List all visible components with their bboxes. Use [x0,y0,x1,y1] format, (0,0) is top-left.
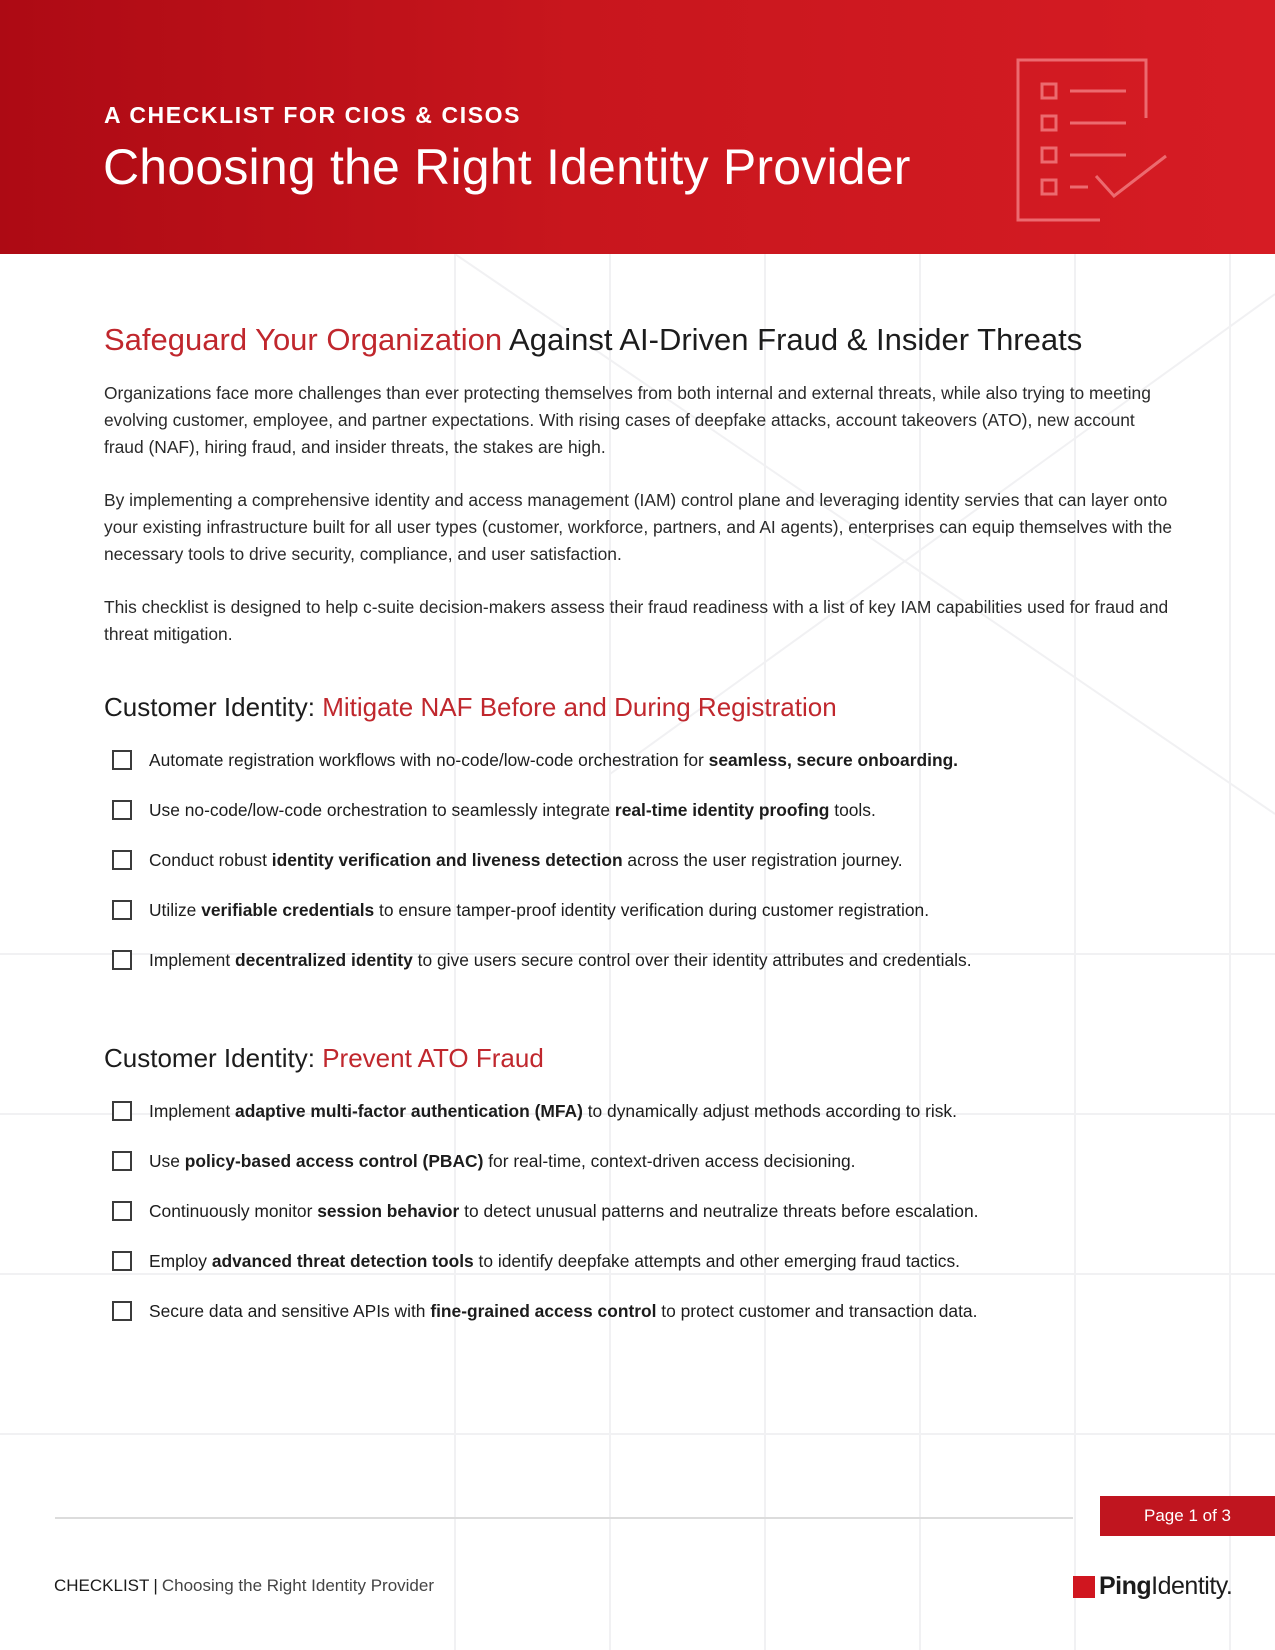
section-heading-accent: Prevent ATO Fraud [322,1043,544,1073]
intro-paragraph-2: By implementing a comprehensive identity and access management (IAM) control plane and leveraging identity servies that can layer onto your existing infrastructure built for all user types (customer, workforce, partners, and AI agents), enterprises can equip themselves with the necessary tools to drive security, compliance, and user satisfaction. [104,490,1173,564]
intro-heading [104,322,1174,358]
checklist-item-text: Implement adaptive multi-factor authentication (MFA) to dynamically adjust methods according to risk. [149,1101,957,1121]
intro-paragraph-3: This checklist is designed to help c-suite decision-makers assess their fraud readiness with a list of key IAM capabilities used for fraud and threat mitigation. [104,597,1169,644]
checkbox[interactable] [112,1151,132,1171]
checklist-item-text: Conduct robust identity verification and liveness detection across the user registration journey. [149,850,903,870]
checkbox[interactable] [112,1201,132,1221]
section-heading-naf [104,692,1174,723]
checkbox[interactable] [112,950,132,970]
logo-wordmark: PingIdentity. [1099,1572,1233,1600]
checklist-item [104,949,1174,999]
checkbox[interactable] [112,850,132,870]
checklist-item [104,749,1174,799]
logo-square-icon [1073,1576,1095,1598]
header-banner [0,0,1275,254]
intro-heading-rest: Against AI-Driven Fraud & Insider Threats [502,322,1083,357]
checklist-naf [104,749,1174,999]
checklist-item [104,899,1174,949]
checklist-item [104,1100,1174,1150]
checklist-item [104,1250,1174,1300]
checkbox[interactable] [112,1101,132,1121]
checkbox[interactable] [112,1251,132,1271]
checklist-item-text: Automate registration workflows with no-code/low-code orchestration for seamless, secure onboarding. [149,750,959,770]
checklist-item [104,849,1174,899]
checkbox[interactable] [112,750,132,770]
checklist-item [104,799,1174,849]
checkbox[interactable] [112,800,132,820]
checklist-item-text: Utilize verifiable credentials to ensure tamper-proof identity verification during customer registration. [149,900,930,920]
footer-doc-type: CHECKLIST [54,1576,150,1595]
footer-doc-label [54,1576,434,1596]
section-heading-plain: Customer Identity: [104,1043,323,1073]
intro-paragraph-1: Organizations face more challenges than ever protecting themselves from both internal and external threats, while also trying to meeting evolving customer, employee, and partner expectations. With rising cases of deepfake attacks, account takeovers (ATO), new account fraud (NAF), hiring fraud, and insider threats, the stakes are high. [104,383,1151,457]
footer-separator: | [153,1576,158,1595]
checklist-item-text: Use policy-based access control (PBAC) for real-time, context-driven access decisioning. [149,1151,856,1171]
checkbox[interactable] [112,1301,132,1321]
footer-divider [55,1517,1073,1519]
checklist-item-text: Continuously monitor session behavior to detect unusual patterns and neutralize threats before escalation. [149,1201,979,1221]
checklist-item-text: Implement decentralized identity to give users secure control over their identity attributes and credentials. [149,950,972,970]
page-title: Choosing the Right Identity Provider [103,139,911,195]
checklist-ato [104,1100,1174,1350]
footer-doc-title: Choosing the Right Identity Provider [161,1576,434,1595]
section-heading-ato [104,1043,1174,1074]
main-content [104,322,1174,1350]
eyebrow-text: A CHECKLIST FOR CIOS & CISOS [104,102,522,128]
section-heading-plain: Customer Identity: [104,692,323,722]
checklist-item-text: Secure data and sensitive APIs with fine-grained access control to protect customer and transaction data. [149,1301,978,1321]
page-number-badge: Page 1 of 3 [1100,1496,1275,1536]
checklist-icon [1016,58,1172,222]
checklist-item [104,1150,1174,1200]
checkbox[interactable] [112,900,132,920]
checklist-item-text: Use no-code/low-code orchestration to seamlessly integrate real-time identity proofing tools. [149,800,876,820]
checklist-item-text: Employ advanced threat detection tools to identify deepfake attempts and other emerging fraud tactics. [149,1251,960,1271]
checklist-item [104,1300,1174,1350]
intro-heading-accent: Safeguard Your Organization [104,322,503,357]
checklist-item [104,1200,1174,1250]
section-heading-accent: Mitigate NAF Before and During Registration [322,692,837,722]
ping-identity-logo [1073,1572,1232,1601]
